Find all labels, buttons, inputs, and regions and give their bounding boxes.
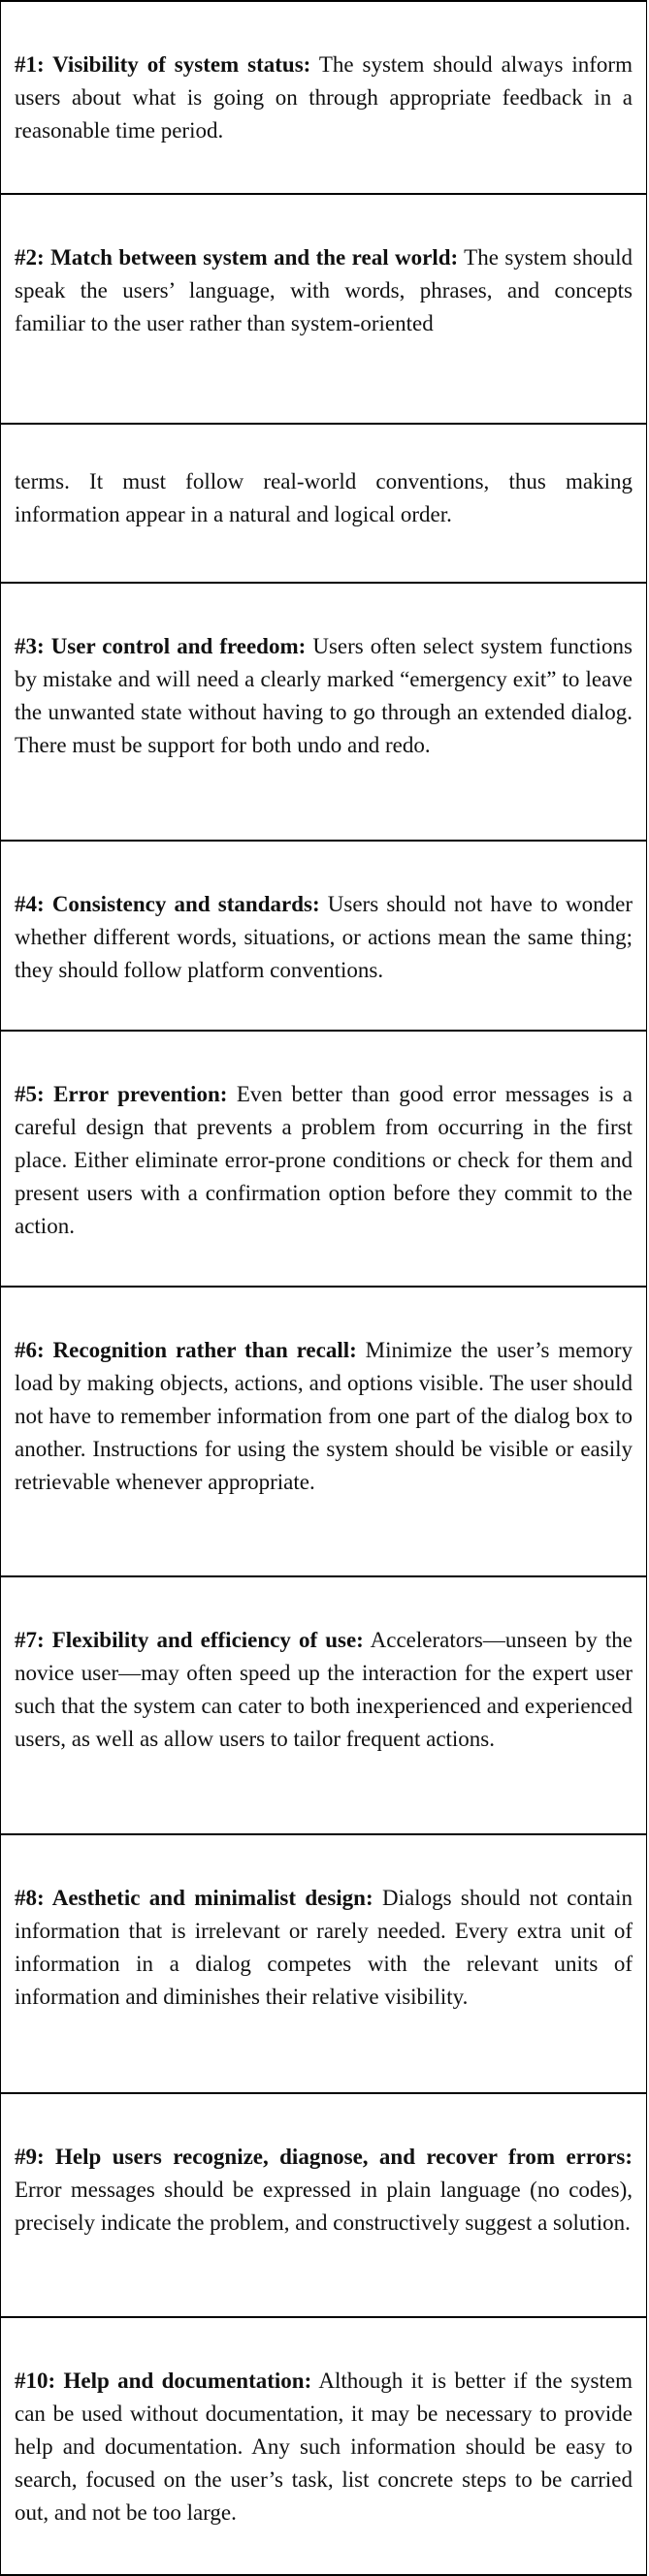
heuristic-description: The system should speak the users’ language, with words, phrases, and concepts familiar to the user rather than system-oriented [15,245,633,335]
heuristic-cell-9 [0,2092,647,2318]
heuristic-description: terms. It must follow real-world conventions, thus making information appear in a natural and logical order. [15,469,633,526]
heuristic-cell-6 [0,1286,647,1577]
heuristic-title: #3: User control and freedom: [15,634,307,658]
heuristic-description: The system should always inform users about what is going on through appropriate feedback in a reasonable time period. [15,52,633,143]
heuristic-description: Error messages should be expressed in plain language (no codes), precisely indicate the problem, and constructively suggest a solution. [15,2178,633,2235]
heuristic-title: #7: Flexibility and efficiency of use: [15,1628,364,1652]
heuristic-cell-2 [0,193,647,425]
heuristic-description: Users often select system functions by mistake and will need a clearly marked “emergency exit” to leave the unwanted state without having to go through an extended dialog. There must be support for both undo and redo. [15,634,633,757]
heuristic-title: #2: Match between system and the real world: [15,245,459,270]
heuristic-title: #8: Aesthetic and minimalist design: [15,1886,373,1910]
heuristic-cell-7 [0,1575,647,1835]
heuristic-cell-8 [0,1833,647,2094]
heuristic-cell-10 [0,2316,647,2576]
heuristic-description: Accelerators—unseen by the novice user—may often speed up the interaction for the expert user such that the system can cater to both inexperienced and experienced users, as well as allow users to tailor frequent actions. [15,1628,633,1751]
heuristic-title: #6: Recognition rather than recall: [15,1338,357,1362]
heuristic-description: Minimize the user’s memory load by making objects, actions, and options visible. The user should not have to remember information from one part of the dialog box to another. Instructions for using the system should be visible or easily retrievable whenever appropriate. [15,1338,633,1494]
heuristic-cell-3 [0,582,647,842]
heuristic-cell-2-continued [0,423,647,584]
heuristic-description: Dialogs should not contain information that is irrelevant or rarely needed. Every extra unit of information in a dialog competes with the relevant units of information and diminishes their relative visibility. [15,1886,633,2009]
heuristic-description: Although it is better if the system can be used without documentation, it may be necessary to provide help and documentation. Any such information should be easy to search, focused on the user’s task, list concrete steps to be carried out, and not be too large. [15,2369,633,2525]
heuristic-title: #9: Help users recognize, diagnose, and recover from errors: [15,2145,633,2169]
heuristic-title: #10: Help and documentation: [15,2369,312,2393]
heuristic-description: Users should not have to wonder whether different words, situations, or actions mean the same thing; they should follow platform conventions. [15,892,633,982]
heuristic-description: Even better than good error messages is a careful design that prevents a problem from occurring in the first place. Either eliminate error-prone conditions or check for them and present users with a confirmation option before they commit to the action. [15,1082,633,1238]
heuristic-cell-4 [0,840,647,1032]
heuristic-cell-1 [0,0,647,195]
heuristic-title: #5: Error prevention: [15,1082,228,1106]
heuristic-cell-5 [0,1030,647,1288]
heuristic-title: #4: Consistency and standards: [15,892,320,916]
heuristic-title: #1: Visibility of system status: [15,52,311,77]
